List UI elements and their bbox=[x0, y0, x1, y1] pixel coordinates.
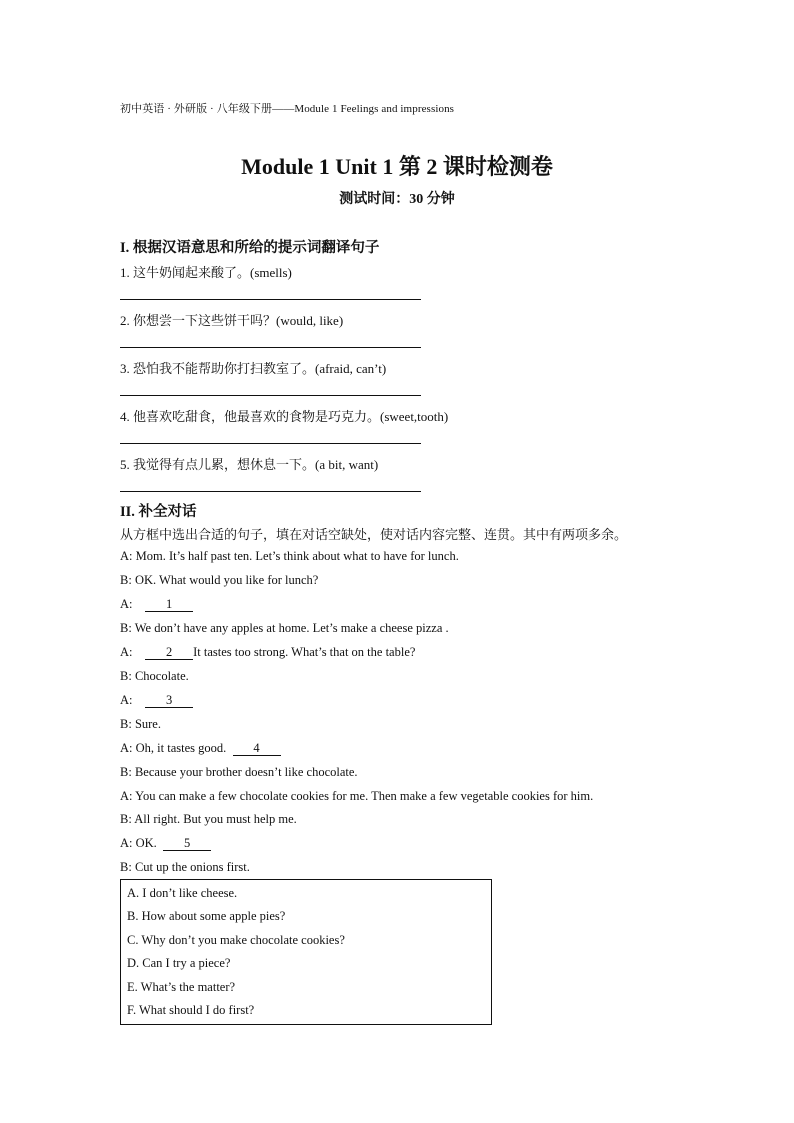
blank-5[interactable]: 5 bbox=[163, 836, 211, 851]
page-title: Module 1 Unit 1 第 2 课时检测卷 bbox=[241, 154, 553, 179]
section-2-heading: II. 补全对话 bbox=[120, 504, 197, 520]
dialogue-line bbox=[120, 789, 593, 804]
answer-line-2[interactable] bbox=[120, 347, 421, 348]
option-c: C. Why don’t you make chocolate cookies? bbox=[127, 933, 345, 947]
dialogue-line bbox=[120, 597, 193, 612]
dialogue-text: Chocolate. bbox=[134, 669, 189, 683]
answer-line-4[interactable] bbox=[120, 443, 421, 444]
dialogue-line bbox=[120, 573, 318, 588]
dialogue-text: Sure. bbox=[134, 717, 161, 731]
blank-1[interactable]: 1 bbox=[145, 597, 193, 612]
question-5: 5. 我觉得有点儿累，想休息一下。(a bit, want) bbox=[120, 457, 379, 472]
test-time: 测试时间：30 分钟 bbox=[339, 192, 455, 207]
speaker: A: bbox=[120, 597, 133, 611]
dialogue-text: Mom. It’s half past ten. Let’s think about what to have for lunch. bbox=[135, 549, 459, 563]
answer-line-3[interactable] bbox=[120, 395, 421, 396]
dialogue-line bbox=[120, 860, 250, 875]
speaker: B: bbox=[120, 717, 132, 731]
dialogue-line bbox=[120, 621, 449, 636]
dialogue-line bbox=[120, 812, 297, 827]
question-4: 4. 他喜欢吃甜食，他最喜欢的食物是巧克力。(sweet,tooth) bbox=[120, 409, 449, 424]
dialogue-text: Because your brother doesn’t like chocolate. bbox=[134, 765, 358, 779]
option-a: A. I don’t like cheese. bbox=[127, 886, 238, 900]
dialogue-text: Cut up the onions first. bbox=[134, 860, 250, 874]
blank-2[interactable]: 2 bbox=[145, 645, 193, 660]
dialogue-text: All right. But you must help me. bbox=[134, 812, 297, 826]
question-1: 1. 这牛奶闻起来酸了。(smells) bbox=[120, 265, 292, 280]
options-box bbox=[120, 879, 492, 1025]
section-2-instruction: 从方框中选出合适的句子，填在对话空缺处，使对话内容完整、连贯。其中有两项多余。 bbox=[120, 527, 628, 542]
dialogue-text: Oh, it tastes good. bbox=[135, 741, 227, 755]
speaker: A: bbox=[120, 789, 133, 803]
dialogue-line bbox=[120, 717, 161, 732]
dialogue-line bbox=[120, 645, 415, 660]
dialogue-line bbox=[120, 669, 189, 684]
speaker: A: bbox=[120, 549, 133, 563]
answer-line-1[interactable] bbox=[120, 299, 421, 300]
speaker: B: bbox=[120, 621, 132, 635]
speaker: A: bbox=[120, 836, 133, 850]
page-header: 初中英语 · 外研版 · 八年级下册——Module 1 Feelings and impressions bbox=[120, 103, 455, 115]
blank-4[interactable]: 4 bbox=[233, 741, 281, 756]
option-d: D. Can I try a piece? bbox=[127, 956, 231, 970]
speaker: B: bbox=[120, 812, 132, 826]
dialogue-line bbox=[120, 741, 281, 756]
speaker: A: bbox=[120, 693, 133, 707]
dialogue-line bbox=[120, 549, 459, 564]
speaker: B: bbox=[120, 669, 132, 683]
blank-3[interactable]: 3 bbox=[145, 693, 193, 708]
speaker: A: bbox=[120, 645, 133, 659]
dialogue-text: OK. What would you like for lunch? bbox=[134, 573, 319, 587]
question-3: 3. 恐怕我不能帮助你打扫教室了。(afraid, can’t) bbox=[120, 361, 387, 376]
speaker: B: bbox=[120, 860, 132, 874]
dialogue-text: OK. bbox=[135, 836, 157, 850]
question-2: 2. 你想尝一下这些饼干吗？(would, like) bbox=[120, 313, 344, 328]
dialogue-line bbox=[120, 765, 358, 780]
section-1-heading: I. 根据汉语意思和所给的提示词翻译句子 bbox=[120, 240, 380, 256]
dialogue-text: We don’t have any apples at home. Let’s make a cheese pizza . bbox=[134, 621, 449, 635]
answer-line-5[interactable] bbox=[120, 491, 421, 492]
speaker: B: bbox=[120, 765, 132, 779]
option-e: E. What’s the matter? bbox=[127, 980, 236, 994]
dialogue-line bbox=[120, 836, 211, 851]
speaker: A: bbox=[120, 741, 133, 755]
dialogue-line bbox=[120, 693, 193, 708]
dialogue-text: It tastes too strong. What’s that on the table? bbox=[193, 645, 416, 659]
option-b: B. How about some apple pies? bbox=[127, 909, 286, 923]
dialogue-text: You can make a few chocolate cookies for me. Then make a few vegetable cookies for him. bbox=[135, 789, 594, 803]
option-f: F. What should I do first? bbox=[127, 1003, 255, 1017]
speaker: B: bbox=[120, 573, 132, 587]
